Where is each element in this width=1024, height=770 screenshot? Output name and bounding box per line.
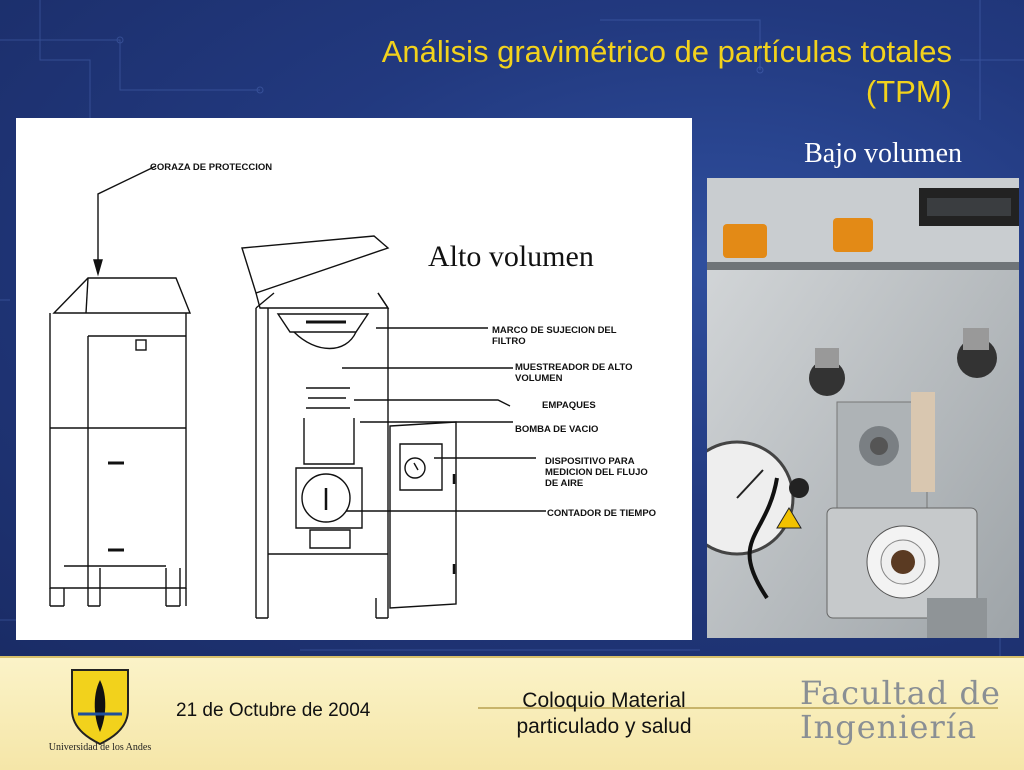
faculty-line-1: Facultad de — [800, 674, 1001, 712]
label-alto-volumen: Alto volumen — [428, 240, 594, 273]
sampler-photo-illustration — [707, 178, 1019, 638]
university-logo — [68, 666, 132, 746]
event-name-line-2: particulado y salud — [516, 715, 692, 738]
label-marco: MARCO DE SUJECION DEL FILTRO — [492, 325, 617, 347]
label-dispositivo: DISPOSITIVO PARA MEDICION DEL FLUJO DE AIRE — [545, 456, 648, 489]
label-empaques: EMPAQUES — [542, 400, 596, 411]
slide-title — [192, 32, 952, 112]
label-muestreador: MUESTREADOR DE ALTO VOLUMEN — [515, 362, 633, 384]
faculty-logo-text — [800, 676, 1001, 744]
university-name: Universidad de los Andes — [48, 742, 152, 753]
label-bajo-volumen: Bajo volumen — [804, 138, 962, 169]
title-line-1: Análisis gravimétrico de partículas totales — [381, 34, 952, 69]
faculty-line-2: Ingeniería — [800, 708, 978, 746]
label-bomba: BOMBA DE VACIO — [515, 424, 599, 435]
presentation-date: 21 de Octubre de 2004 — [176, 700, 371, 721]
event-name — [470, 688, 738, 740]
label-contador: CONTADOR DE TIEMPO — [547, 508, 657, 519]
title-line-2: (TPM) — [865, 74, 952, 109]
low-volume-sampler-photo — [707, 178, 1019, 638]
label-coraza: CORAZA DE PROTECCION — [150, 162, 273, 173]
event-name-line-1: Coloquio Material — [522, 689, 686, 712]
high-volume-sampler-diagram — [16, 118, 692, 640]
